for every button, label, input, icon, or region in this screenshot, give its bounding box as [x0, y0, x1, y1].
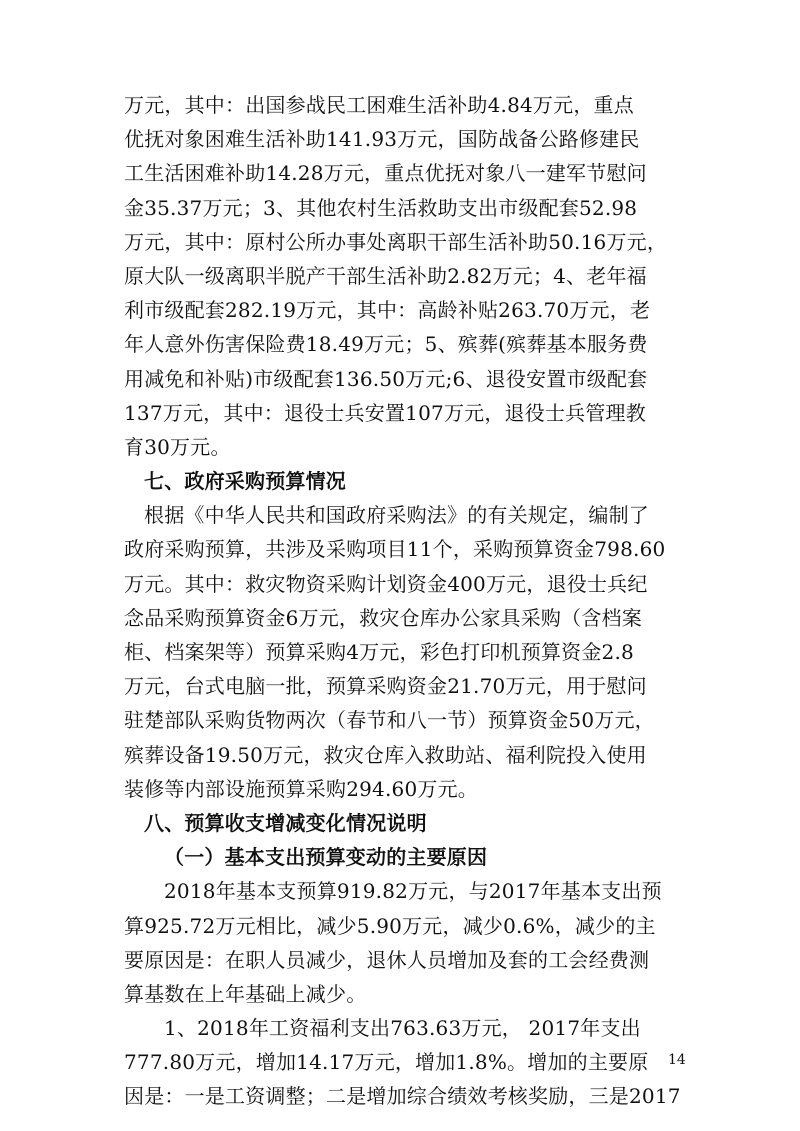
body-line: 金35.37万元；3、其他农村生活救助支出市级配套52.98 [124, 195, 638, 220]
body-line: 777.80万元，增加14.17万元，增加1.8%。增加的主要原 [124, 1050, 649, 1075]
body-line: 万元，其中：原村公所办事处离职干部生活补助50.16万元， [124, 229, 668, 254]
body-line: 要原因是：在职人员减少，退休人员增加及套的工会经费测 [124, 947, 650, 972]
body-line: 万元，其中：出国参战民工困难生活补助4.84万元，重点 [124, 93, 634, 117]
body-line: 政府采购预算，共涉及采购项目11个，采购预算资金798.60 [124, 537, 666, 562]
body-line: 137万元，其中：退役士兵安置107万元，退役士兵管理教 [124, 400, 646, 425]
body-line: 万元。其中：救灾物资采购计划资金400万元，退役士兵纪 [124, 571, 648, 596]
paragraph-first-line: 1、2018年工资福利支出763.63万元， 2017年支出 [164, 1016, 641, 1041]
body-line: 装修等内部设施预算采购294.60万元。 [124, 776, 478, 801]
document-body [124, 88, 682, 1114]
paragraph-first-line: 2018年基本支预算919.82万元，与2017年基本支出预 [164, 879, 662, 904]
section-heading: 八、预算收支增减变化情况说明 [144, 810, 427, 835]
subsection-heading: （一）基本支出预算变动的主要原因 [164, 845, 488, 870]
body-line: 育30万元。 [124, 434, 231, 459]
paragraph-first-line: 根据《中华人民共和国政府采购法》的有关规定，编制了 [144, 503, 649, 528]
body-line: 殡葬设备19.50万元，救灾仓库入救助站、福利院投入使用 [124, 742, 647, 767]
body-line: 用减免和补贴)市级配套136.50万元;6、退役安置市级配套 [124, 366, 648, 391]
body-line: 因是：一是工资调整；二是增加综合绩效考核奖励，三是2017 [124, 1084, 681, 1109]
page-number: 14 [668, 1052, 686, 1068]
body-line: 万元，台式电脑一批，预算采购资金21.70万元，用于慰问 [124, 674, 647, 699]
body-line: 原大队一级离职半脱产干部生活补助2.82万元；4、老年福 [124, 263, 647, 288]
body-line: 驻楚部队采购货物两次（春节和八一节）预算资金50万元， [124, 708, 655, 733]
body-line: 算925.72万元相比，减少5.90万元，减少0.6%，减少的主 [124, 913, 656, 938]
body-line: 算基数在上年基础上减少。 [124, 981, 367, 1006]
body-line: 利市级配套282.19万元，其中：高龄补贴263.70万元，老 [124, 298, 651, 323]
body-line: 年人意外伤害保险费18.49万元；5、殡葬(殡葬基本服务费 [124, 332, 648, 357]
body-line: 柜、档案架等）预算采购4万元，彩色打印机预算资金2.8 [124, 640, 634, 664]
body-line: 工生活困难补助14.28万元，重点优抚对象八一建军节慰问 [124, 161, 647, 186]
body-line: 优抚对象困难生活补助141.93万元，国防战备公路修建民 [124, 127, 640, 152]
body-line: 念品采购预算资金6万元，救灾仓库办公家具采购（含档案 [124, 605, 642, 630]
section-heading: 七、政府采购预算情况 [144, 469, 346, 494]
